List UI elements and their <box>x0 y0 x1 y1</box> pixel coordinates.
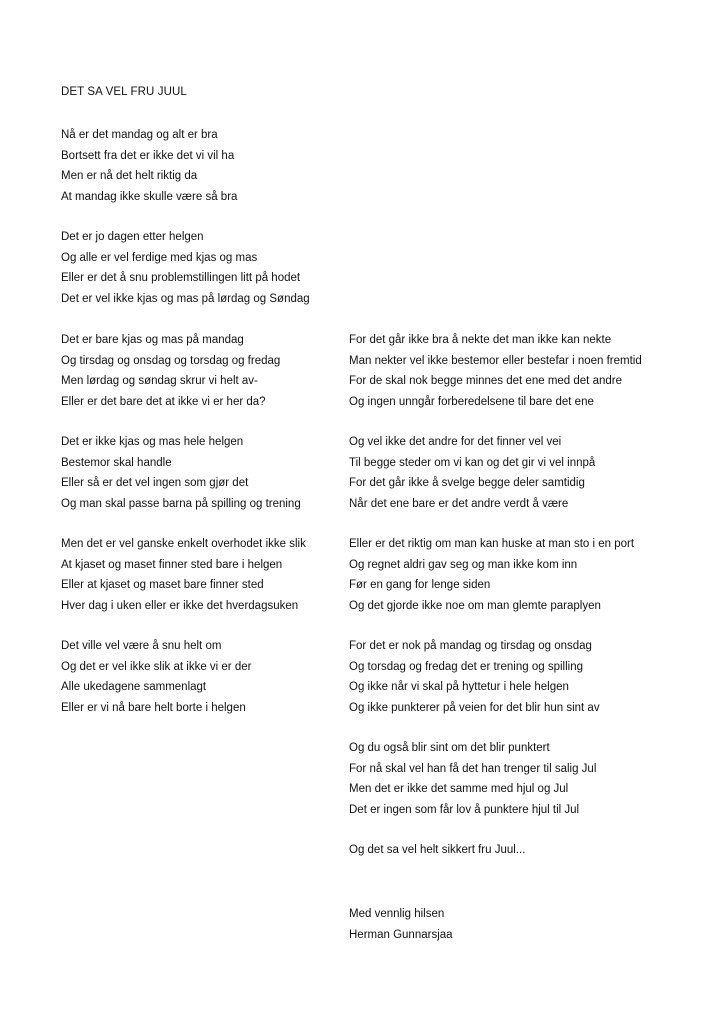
poem-line: Men lørdag og søndag skrur vi helt av- <box>61 375 258 387</box>
poem-line: Det er ikke kjas og mas hele helgen <box>61 436 244 448</box>
poem-line: Bestemor skal handle <box>61 456 172 469</box>
poem-line: For nå skal vel han få det han trenger til salig Jul <box>349 762 597 775</box>
poem-line: Men er nå det helt riktig da <box>61 170 198 182</box>
stanza <box>349 534 669 616</box>
poem-line: Men det er vel ganske enkelt overhodet ikke slik <box>61 538 306 550</box>
signature-greeting: Med vennlig hilsen <box>349 908 445 920</box>
poem-line: At kjaset og maset finner sted bare i helgen <box>61 558 283 571</box>
intro-column <box>61 125 381 329</box>
poem-title: DET SA VEL FRU JUUL <box>61 86 187 98</box>
poem-line: Det er bare kjas og mas på mandag <box>61 334 244 346</box>
poem-line: Og ikke punkterer på veien for det blir hun sint av <box>349 701 600 714</box>
poem-line: Før en gang for lenge siden <box>349 579 491 591</box>
poem-line: Eller så er det vel ingen som gjør det <box>61 477 249 489</box>
stanza <box>61 534 381 616</box>
signature-name: Herman Gunnarsjaa <box>349 928 453 941</box>
signature-block <box>349 904 669 945</box>
poem-line: Det er jo dagen etter helgen <box>61 231 204 243</box>
stanza <box>61 227 381 309</box>
poem-line: Eller er det riktig om man kan huske at man sto i en port <box>349 538 635 550</box>
poem-line: Og du også blir sint om det blir punktert <box>349 742 550 754</box>
poem-line: Man nekter vel ikke bestemor eller bestefar i noen fremtid <box>349 354 642 367</box>
poem-line: Eller er vi nå bare helt borte i helgen <box>61 701 246 714</box>
right-column <box>349 330 669 881</box>
poem-line: Og det sa vel helt sikkert fru Juul... <box>349 844 526 856</box>
poem-line: Og det er vel ikke slik at ikke vi er der <box>61 660 252 673</box>
left-column <box>61 330 381 738</box>
poem-line: Eller at kjaset og maset bare finner sted <box>61 579 264 591</box>
poem-line: Og regnet aldri gav seg og man ikke kom inn <box>349 558 578 571</box>
poem-line: Og det gjorde ikke noe om man glemte paraplyen <box>349 599 601 612</box>
poem-line: Hver dag i uken eller er ikke det hverdagsuken <box>61 599 299 612</box>
poem-line: For det går ikke å svelge begge deler samtidig <box>349 477 585 489</box>
poem-line: Når det ene bare er det andre verdt å være <box>349 497 569 510</box>
poem-line: Men det er ikke det samme med hjul og Jul <box>349 783 569 795</box>
stanza <box>61 125 381 207</box>
poem-line: For det går ikke bra å nekte det man ikke kan nekte <box>349 334 612 346</box>
poem-line: Alle ukedagene sammenlagt <box>61 681 207 693</box>
poem-line: Og torsdag og fredag det er trening og spilling <box>349 660 583 673</box>
stanza <box>349 432 669 514</box>
poem-line: Eller er det bare det at ikke vi er her da? <box>61 395 266 408</box>
stanza <box>61 330 381 412</box>
poem-line: Eller er det å snu problemstillingen litt på hodet <box>61 272 301 284</box>
poem-line: Det ville vel være å snu helt om <box>61 640 222 652</box>
poem-line: Og ingen unngår forberedelsene til bare det ene <box>349 395 594 408</box>
stanza <box>349 840 669 861</box>
poem-line: Og vel ikke det andre for det finner vel vei <box>349 436 562 448</box>
stanza <box>61 432 381 514</box>
poem-line: For det er nok på mandag og tirsdag og onsdag <box>349 640 592 652</box>
stanza <box>349 738 669 820</box>
poem-line: For de skal nok begge minnes det ene med det andre <box>349 375 622 387</box>
poem-line: Og man skal passe barna på spilling og trening <box>61 497 301 510</box>
poem-line: Og tirsdag og onsdag og torsdag og fredag <box>61 354 281 367</box>
stanza <box>349 330 669 412</box>
stanza <box>349 636 669 718</box>
poem-line: Det er vel ikke kjas og mas på lørdag og Søndag <box>61 292 310 305</box>
stanza <box>61 636 381 718</box>
poem-line: Det er ingen som får lov å punktere hjul til Jul <box>349 803 580 816</box>
poem-line: Og ikke når vi skal på hyttetur i hele helgen <box>349 681 569 693</box>
poem-line: Bortsett fra det er ikke det vi vil ha <box>61 149 235 162</box>
poem-line: Nå er det mandag og alt er bra <box>61 129 218 141</box>
poem-line: Og alle er vel ferdige med kjas og mas <box>61 251 258 264</box>
poem-line: At mandag ikke skulle være så bra <box>61 190 238 203</box>
poem-line: Til begge steder om vi kan og det gir vi vel innpå <box>349 456 596 469</box>
